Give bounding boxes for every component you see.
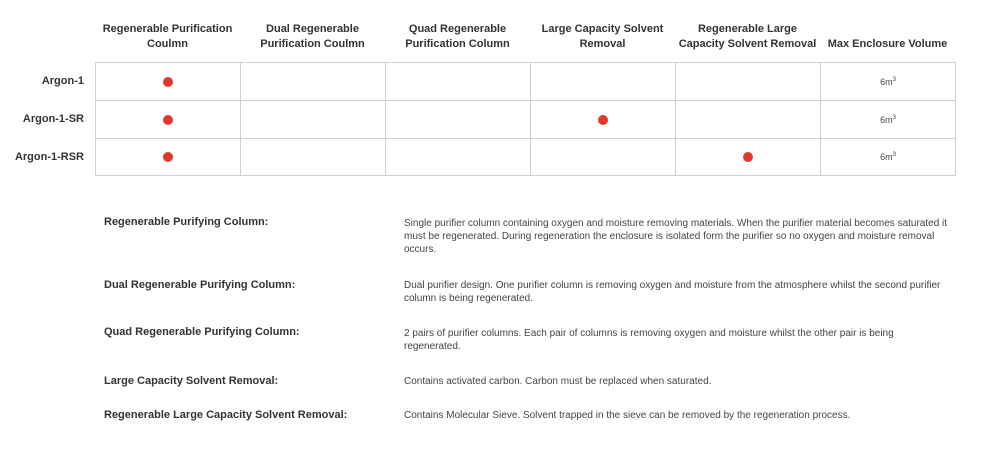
table-cell (530, 62, 675, 100)
feature-dot (598, 115, 608, 125)
column-header: Large Capacity Solvent Removal (541, 23, 664, 50)
legend-definition: Contains Molecular Sieve. Solvent trapped in the sieve can be removed by the regeneration process. (404, 410, 851, 421)
legend-term: Quad Regenerable Purifying Column: (104, 326, 300, 338)
column-header: Max Enclosure Volume (827, 38, 948, 50)
legend-term: Dual Regenerable Purifying Column: (104, 279, 296, 291)
row-label: Argon-1-RSR (14, 151, 84, 163)
legend-term: Regenerable Purifying Column: (104, 216, 269, 228)
feature-dot (163, 77, 173, 87)
table-cell (385, 138, 530, 176)
table-cell (240, 62, 385, 100)
table-cell (530, 138, 675, 176)
volume-cell (820, 62, 956, 100)
table-cell (240, 138, 385, 176)
table-cell (95, 62, 240, 100)
column-header: Quad Regenerable Purification Column (405, 23, 510, 50)
row-label: Argon-1 (41, 75, 84, 87)
legend-definition: 2 pairs of purifier columns. Each pair of columns is removing oxygen and moisture whilst the other pair is being regenerated. (404, 328, 894, 352)
row-label: Argon-1-SR (22, 113, 84, 125)
table-cell (385, 100, 530, 138)
table-cell (530, 100, 675, 138)
volume-value: $6m^3$ (880, 152, 896, 162)
legend-term: Large Capacity Solvent Removal: (104, 375, 279, 387)
volume-value: $6m^3$ (880, 76, 896, 87)
volume-cell (820, 138, 956, 176)
table-cell (385, 62, 530, 100)
table-cell (240, 100, 385, 138)
column-header: Regenerable Purification Coulmn (102, 23, 233, 50)
table-cell (95, 100, 240, 138)
feature-dot (163, 115, 173, 125)
table-cell (675, 100, 820, 138)
table-cell (675, 138, 820, 176)
legend-definition: Contains activated carbon. Carbon must be replaced when saturated. (404, 376, 712, 387)
table-cell (675, 62, 820, 100)
column-header: Dual Regenerable Purification Coulmn (260, 23, 365, 50)
volume-cell (820, 100, 956, 138)
legend-definition: Dual purifier design. One purifier column is removing oxygen and moisture from the atmosphere whilst the second purifier column is being regenerated. (404, 280, 941, 304)
column-header: Regenerable Large Capacity Solvent Removal (678, 23, 817, 50)
legend-term: Regenerable Large Capacity Solvent Removal: (104, 409, 348, 421)
feature-dot (743, 152, 753, 162)
volume-value: $6m^3$ (880, 114, 896, 125)
feature-dot (163, 152, 173, 162)
table-cell (95, 138, 240, 176)
legend-definition: Single purifier column containing oxygen and moisture removing materials. When the purifier material becomes saturated it must be regenerated. During regeneration the enclosure is isolated form the purifier so no oxygen and moisture removal occurs. (404, 218, 948, 255)
